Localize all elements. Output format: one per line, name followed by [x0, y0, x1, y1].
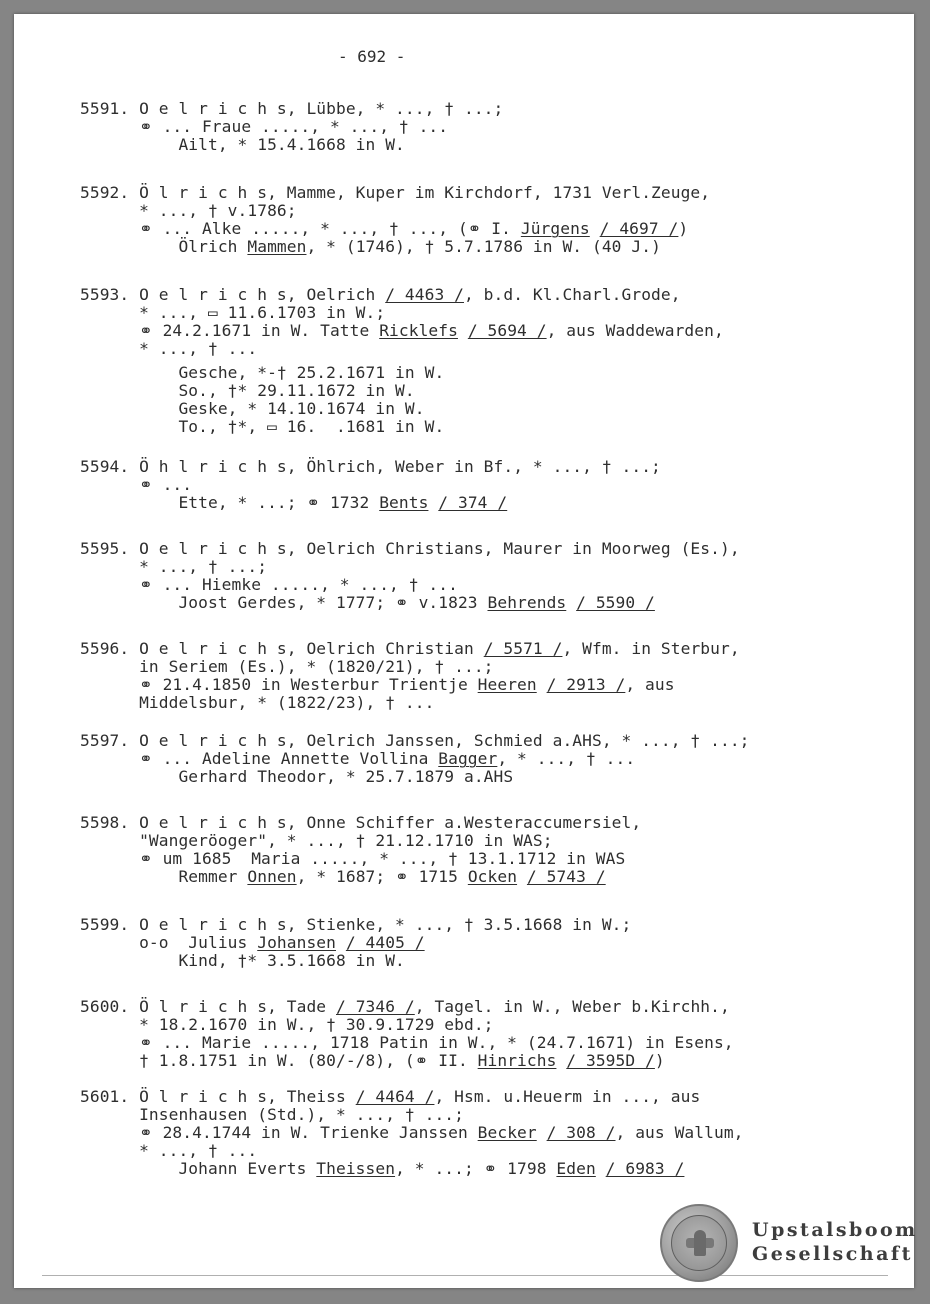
underlined-text: / 3595D /	[566, 1051, 655, 1070]
underlined-text: / 4464 /	[355, 1087, 435, 1106]
underlined-text: / 5590 /	[576, 593, 655, 612]
underlined-text: Becker	[477, 1123, 537, 1142]
entry-text: , * 1687; ⚭ 1715	[296, 867, 468, 886]
entry-line	[80, 1016, 494, 1034]
entry-text: Kind, †* 3.5.1668 in W.	[80, 951, 405, 970]
entry-text: , b.d. Kl.Charl.Grode,	[463, 285, 681, 304]
entry-text	[458, 321, 468, 340]
underlined-text: / 5743 /	[526, 867, 606, 886]
underlined-text: / 5694 /	[467, 321, 547, 340]
entry-line	[80, 768, 513, 786]
entry-line	[80, 476, 192, 494]
entry-line	[80, 1106, 464, 1124]
underlined-text: Ricklefs	[379, 321, 458, 340]
entry-text: † 1.8.1751 in W. (80/-/8), (⚭ II.	[80, 1051, 478, 1070]
entry-line	[80, 998, 730, 1016]
entry-line	[80, 934, 425, 952]
underlined-text: Onnen	[247, 867, 297, 886]
entry-line	[80, 868, 606, 886]
entry-line	[80, 400, 425, 418]
entry-line	[80, 1034, 734, 1052]
entry-line	[80, 1052, 665, 1070]
page-number: - 692 -	[338, 47, 406, 66]
entry-line	[80, 576, 458, 594]
entry-text: 5599. O e l r i c h s, Stienke, * ..., † 3.5.1668 in W.;	[80, 915, 632, 934]
entry-text: ⚭ ... Fraue ....., * ..., † ...	[80, 117, 449, 136]
underlined-text: / 7346 /	[336, 997, 415, 1016]
entry-text	[566, 593, 576, 612]
entry-text: * ..., † v.1786;	[80, 201, 297, 220]
underlined-text: / 4405 /	[345, 933, 425, 952]
entry-text: 5598. O e l r i c h s, Onne Schiffer a.Westeraccumersiel,	[80, 813, 642, 832]
entry-text: Joost Gerdes, * 1777; ⚭ v.1823	[80, 593, 488, 612]
bottom-rule	[42, 1275, 888, 1276]
seal-inner-ring	[671, 1215, 727, 1271]
entry-text: ⚭ um 1685 Maria ....., * ..., † 13.1.1712 in WAS	[80, 849, 626, 868]
entry-text: ⚭ 21.4.1850 in Westerbur Trientje	[80, 675, 478, 694]
entry-line	[80, 594, 655, 612]
entry-text	[590, 219, 600, 238]
entry-text: 5600. Ö l r i c h s, Tade	[80, 997, 336, 1016]
entry-text: Ölrich	[80, 237, 248, 256]
entry-line	[80, 286, 681, 304]
underlined-text: / 6983 /	[605, 1159, 685, 1178]
entry-text	[537, 1123, 547, 1142]
society-seal-logo	[660, 1204, 738, 1282]
entry-text: * ..., † ...	[80, 339, 258, 358]
entry-line	[80, 558, 267, 576]
entry-text: ⚭ ... Alke ....., * ..., † ..., (⚭ I.	[80, 219, 521, 238]
entry-text	[517, 867, 527, 886]
entry-text	[428, 493, 438, 512]
underlined-text: / 4463 /	[385, 285, 464, 304]
entry-line	[80, 220, 688, 238]
entry-line	[80, 136, 405, 154]
entry-line	[80, 322, 724, 340]
entry-line	[80, 418, 444, 436]
underlined-text: / 5571 /	[483, 639, 563, 658]
underlined-text: Hinrichs	[477, 1051, 557, 1070]
entry-line	[80, 640, 740, 658]
entry-text: * 18.2.1670 in W., † 30.9.1729 ebd.;	[80, 1015, 494, 1034]
entry-text: Johann Everts	[80, 1159, 317, 1178]
entry-line	[80, 1124, 744, 1142]
entry-text: ⚭ 24.2.1671 in W. Tatte	[80, 321, 380, 340]
society-name	[752, 1218, 918, 1266]
entry-line	[80, 382, 415, 400]
entry-text: "Wangeröoger", * ..., † 21.12.1710 in WAS;	[80, 831, 553, 850]
seal-figure	[694, 1230, 706, 1256]
underlined-text: Bents	[379, 493, 429, 512]
entry-text: , aus Wallum,	[615, 1123, 744, 1142]
entry-text	[336, 933, 346, 952]
entry-line	[80, 732, 750, 750]
entry-text: , aus Waddewarden,	[546, 321, 724, 340]
entry-text: Ailt, * 15.4.1668 in W.	[80, 135, 405, 154]
entry-line	[80, 118, 448, 136]
society-name-line2: Gesellschaft	[752, 1243, 913, 1265]
entry-text	[556, 1051, 566, 1070]
entry-text: )	[654, 1051, 665, 1070]
entry-text: ⚭ ...	[80, 475, 193, 494]
entry-text: Gerhard Theodor, * 25.7.1879 a.AHS	[80, 767, 514, 786]
entry-line	[80, 850, 625, 868]
underlined-text: Eden	[556, 1159, 596, 1178]
underlined-text: / 374 /	[438, 493, 508, 512]
underlined-text: / 4697 /	[599, 219, 679, 238]
entry-text	[537, 675, 547, 694]
entry-line	[80, 694, 434, 712]
entry-line	[80, 184, 710, 202]
entry-line	[80, 750, 635, 768]
entry-text: So., †* 29.11.1672 in W.	[80, 381, 415, 400]
society-name-line1: Upstalsboom	[752, 1219, 918, 1241]
entry-line	[80, 458, 661, 476]
entry-text	[596, 1159, 606, 1178]
entry-line	[80, 364, 444, 382]
entry-text: o-o Julius	[80, 933, 258, 952]
underlined-text: Behrends	[487, 593, 567, 612]
entry-text: 5594. Ö h l r i c h s, Öhlrich, Weber in Bf., * ..., † ...;	[80, 457, 661, 476]
entry-text: ⚭ 28.4.1744 in W. Trienke Janssen	[80, 1123, 478, 1142]
entry-text: 5593. O e l r i c h s, Oelrich	[80, 285, 386, 304]
entry-line	[80, 100, 503, 118]
entry-text: , Wfm. in Sterbur,	[562, 639, 740, 658]
entry-text: * ..., ▭ 11.6.1703 in W.;	[80, 303, 386, 322]
entry-line	[80, 676, 675, 694]
entry-line	[80, 832, 553, 850]
entry-text: Insenhausen (Std.), * ..., † ...;	[80, 1105, 464, 1124]
entry-text: , aus	[625, 675, 675, 694]
entry-line	[80, 340, 257, 358]
entry-text: 5597. O e l r i c h s, Oelrich Janssen, Schmied a.AHS, * ..., † ...;	[80, 731, 750, 750]
entry-text: 5595. O e l r i c h s, Oelrich Christians, Maurer in Moorweg (Es.),	[80, 539, 740, 558]
entry-text: ⚭ ... Marie ....., 1718 Patin in W., * (24.7.1671) in Esens,	[80, 1033, 734, 1052]
entry-line	[80, 1142, 257, 1160]
entry-text: 5592. Ö l r i c h s, Mamme, Kuper im Kirchdorf, 1731 Verl.Zeuge,	[80, 183, 711, 202]
underlined-text: / 2913 /	[546, 675, 626, 694]
entry-text: Geske, * 14.10.1674 in W.	[80, 399, 425, 418]
entry-text: ⚭ ... Hiemke ....., * ..., † ...	[80, 575, 458, 594]
entry-line	[80, 540, 740, 558]
entry-text: , Tagel. in W., Weber b.Kirchh.,	[414, 997, 730, 1016]
entry-text: Ette, * ...; ⚭ 1732	[80, 493, 380, 512]
underlined-text: Mammen	[247, 237, 307, 256]
entry-text: * ..., † ...;	[80, 557, 268, 576]
entry-line	[80, 1088, 700, 1106]
underlined-text: Jürgens	[520, 219, 590, 238]
underlined-text: / 308 /	[546, 1123, 616, 1142]
entry-line	[80, 494, 507, 512]
entry-text: ⚭ ... Adeline Annette Vollina	[80, 749, 439, 768]
underlined-text: Theissen	[316, 1159, 396, 1178]
entry-line	[80, 238, 661, 256]
entry-text: Middelsbur, * (1822/23), † ...	[80, 693, 435, 712]
underlined-text: Johansen	[257, 933, 336, 952]
underlined-text: Ocken	[467, 867, 518, 886]
entry-line	[80, 1160, 684, 1178]
entry-line	[80, 952, 405, 970]
entry-line	[80, 202, 297, 220]
entry-text: Gesche, *-† 25.2.1671 in W.	[80, 363, 445, 382]
entry-text: * ..., † ...	[80, 1141, 258, 1160]
entry-line	[80, 658, 494, 676]
underlined-text: Heeren	[477, 675, 537, 694]
entry-text: 5601. Ö l r i c h s, Theiss	[80, 1087, 356, 1106]
entry-text: )	[678, 219, 689, 238]
entry-text: 5596. O e l r i c h s, Oelrich Christian	[80, 639, 484, 658]
entry-text: 5591. O e l r i c h s, Lübbe, * ..., † ...;	[80, 99, 504, 118]
entry-text: in Seriem (Es.), * (1820/21), † ...;	[80, 657, 494, 676]
entry-text: , Hsm. u.Heuerm in ..., aus	[434, 1087, 701, 1106]
entry-text: Remmer	[80, 867, 248, 886]
entry-text: , * ..., † ...	[497, 749, 636, 768]
entry-line	[80, 814, 641, 832]
entry-line	[80, 304, 385, 322]
entry-text: , * ...; ⚭ 1798	[395, 1159, 557, 1178]
underlined-text: Bagger	[438, 749, 498, 768]
entry-text: To., †*, ▭ 16. .1681 in W.	[80, 417, 445, 436]
entry-line	[80, 916, 631, 934]
entry-text: , * (1746), † 5.7.1786 in W. (40 J.)	[306, 237, 661, 256]
